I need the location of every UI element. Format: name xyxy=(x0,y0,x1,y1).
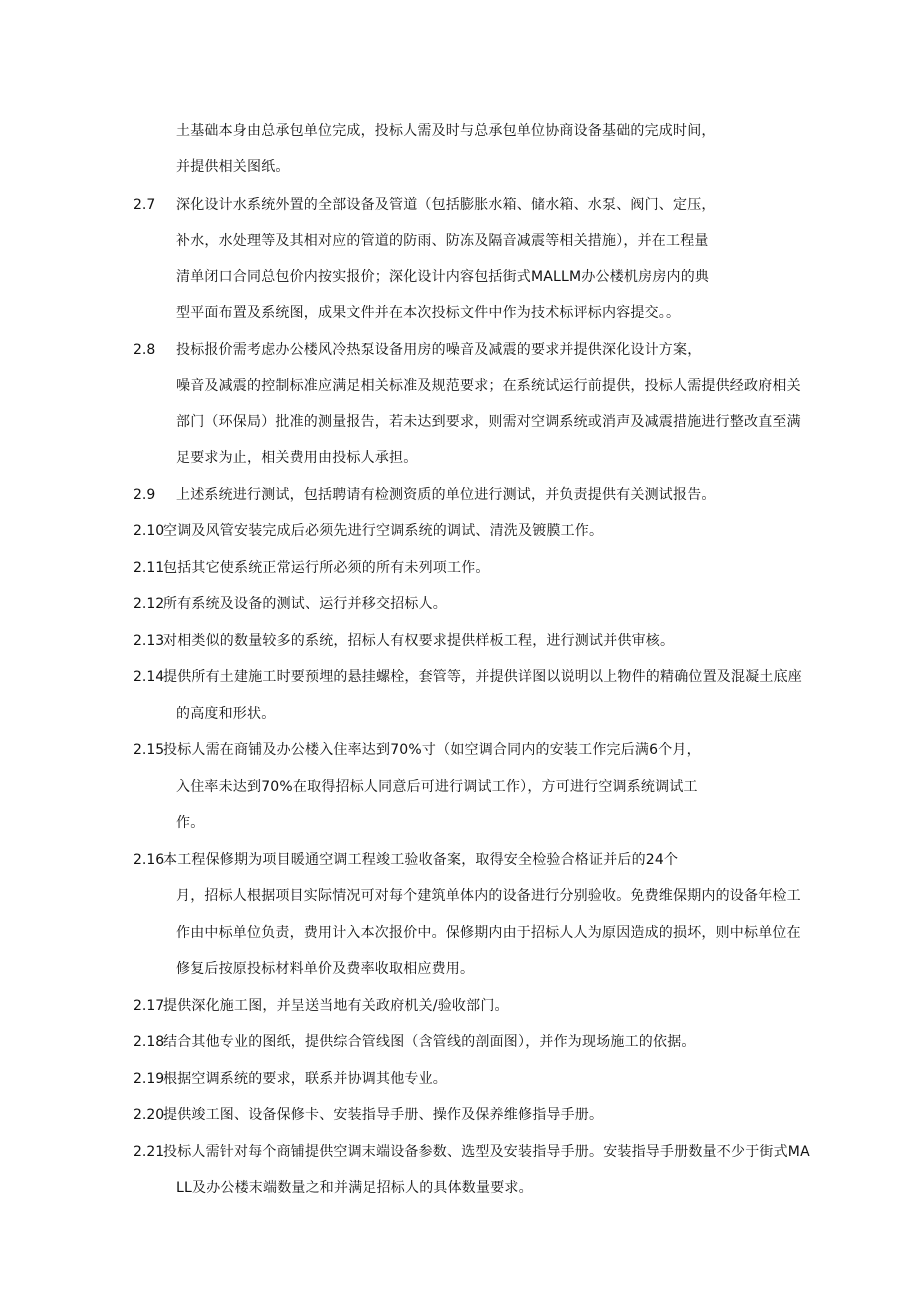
item-text: 结合其他专业的图纸，提供综合管线图（含管线的剖面图），并作为现场施工的依据。 xyxy=(163,1034,696,1050)
item-number: 2.8 xyxy=(133,342,156,358)
item-number: 2.16 xyxy=(133,852,165,868)
item-text: 的高度和形状。 xyxy=(176,706,276,722)
item-text: 投标人需针对每个商铺提供空调末端设备参数、选型及安装指导手册。安装指导手册数量不少于街式MA xyxy=(163,1144,810,1160)
item-text: 投标报价需考虑办公楼风冷热泵设备用房的噪音及减震的要求并提供深化设计方案， xyxy=(176,342,702,358)
item-number: 2.20 xyxy=(133,1107,165,1123)
item-number: 2.17 xyxy=(133,998,165,1014)
item-number: 2.19 xyxy=(133,1071,165,1087)
item-text: 型平面布置及系统图，成果文件并在本次投标文件中作为技术标评标内容提交。。 xyxy=(176,305,681,321)
item-text: 修复后按原投标材料单价及费率收取相应费用。 xyxy=(176,961,475,977)
item-text: 根据空调系统的要求，联系并协调其他专业。 xyxy=(163,1071,447,1087)
item-text: 入住率未达到70%在取得招标人同意后可进行调试工作），方可进行空调系统调试工 xyxy=(176,779,698,795)
item-text: 噪音及减震的控制标准应满足相关标准及规范要求；在系统试运行前提供，投标人需提供经政府相关 xyxy=(176,378,801,394)
item-text: 提供竣工图、设备保修卡、安装指导手册、操作及保养维修指导手册。 xyxy=(163,1107,604,1123)
item-number: 2.7 xyxy=(133,197,156,213)
continuation-line: 土基础本身由总承包单位完成，投标人需及时与总承包单位协商设备基础的完成时间， xyxy=(176,123,716,139)
item-text: 补水，水处理等及其相对应的管道的防雨、防冻及隔音减震等相关措施），并在工程量 xyxy=(176,233,709,249)
item-text: 所有系统及设备的测试、运行并移交招标人。 xyxy=(163,596,447,612)
continuation-line: 并提供相关图纸。 xyxy=(176,159,290,175)
item-text: 本工程保修期为项目暖通空调工程竣工验收备案，取得安全检验合格证并后的24个 xyxy=(163,852,679,868)
item-number: 2.10 xyxy=(133,523,165,539)
item-text: 部门（环保局）批准的测量报告，若未达到要求，则需对空调系统或消声及减震措施进行整改直至满 xyxy=(176,414,801,430)
item-text: 对相类似的数量较多的系统，招标人有权要求提供样板工程，进行测试并供审核。 xyxy=(163,633,675,649)
item-text: 空调及风管安装完成后必须先进行空调系统的调试、清洗及镀膜工作。 xyxy=(163,523,604,539)
item-text: 清单闭口合同总包价内按实报价；深化设计内容包括街式MALLM办公楼机房房内的典 xyxy=(176,269,710,285)
item-text: 投标人需在商铺及办公楼入住率达到70%寸（如空调合同内的安装工作完后满6个月， xyxy=(163,742,701,758)
item-text: 作。 xyxy=(176,815,205,831)
item-text: LL及办公楼末端数量之和并满足招标人的具体数量要求。 xyxy=(176,1180,533,1196)
item-number: 2.18 xyxy=(133,1034,165,1050)
item-text: 月，招标人根据项目实际情况可对每个建筑单体内的设备进行分别验收。免费维保期内的设备年检工 xyxy=(176,888,801,904)
item-number: 2.14 xyxy=(133,669,165,685)
item-number: 2.11 xyxy=(133,560,165,576)
item-number: 2.15 xyxy=(133,742,165,758)
item-text: 提供深化施工图，并呈送当地有关政府机关/验收部门。 xyxy=(163,998,509,1014)
item-number: 2.12 xyxy=(133,596,165,612)
item-text: 包括其它使系统正常运行所必须的所有未列项工作。 xyxy=(163,560,490,576)
item-text: 作由中标单位负责，费用计入本次报价中。保修期内由于招标人人为原因造成的损坏，则中标单位在 xyxy=(176,925,801,941)
item-number: 2.13 xyxy=(133,633,165,649)
item-text: 深化设计水系统外置的全部设备及管道（包括膨胀水箱、储水箱、水泵、阀门、定压， xyxy=(176,197,716,213)
item-number: 2.21 xyxy=(133,1144,165,1160)
item-text: 足要求为止，相关费用由投标人承担。 xyxy=(176,450,418,466)
item-text: 上述系统进行测试，包括聘请有检测资质的单位进行测试，并负责提供有关测试报告。 xyxy=(176,487,716,503)
item-text: 提供所有土建施工时要预埋的悬挂螺栓，套管等，并提供详图以说明以上物件的精确位置及混凝土底座 xyxy=(163,669,802,685)
item-number: 2.9 xyxy=(133,487,156,503)
